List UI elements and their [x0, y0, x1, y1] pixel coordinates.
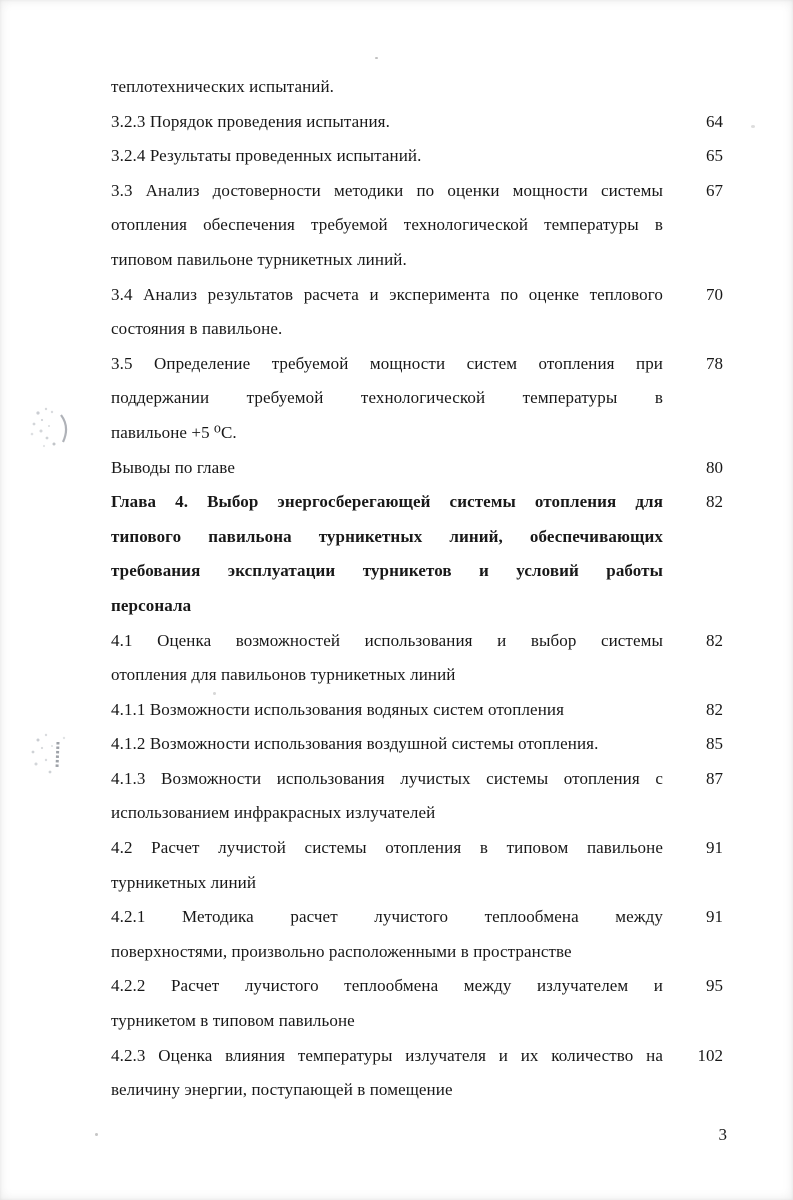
toc-line: поддержании требуемой технологической температуры в	[111, 388, 663, 408]
toc-entry-text	[111, 451, 663, 486]
toc-entry	[111, 278, 723, 347]
toc-entry-page-number: 85	[706, 734, 723, 754]
margin-smudge	[22, 726, 78, 786]
toc-line: величину энергии, поступающей в помещение	[111, 1080, 453, 1100]
toc-entry-text	[111, 70, 663, 105]
toc-entry	[111, 347, 723, 451]
toc-entry-page-number: 67	[706, 180, 723, 200]
toc-line: типового павильона турникетных линий, обеспечивающих	[111, 526, 663, 546]
toc-entry	[111, 727, 723, 762]
toc-line: турникетом в типовом павильоне	[111, 1011, 355, 1031]
toc-line: 3.3 Анализ достоверности методики по оценки мощности системы	[111, 180, 663, 200]
toc-line: использованием инфракрасных излучателей	[111, 803, 436, 823]
toc-line: 4.2.2 Расчет лучистого теплообмена между излучателем и	[111, 976, 663, 996]
toc-line: отопления обеспечения требуемой технологической температуры в	[111, 215, 663, 235]
toc-entry-page-number: 91	[706, 907, 723, 927]
toc-entry-page-number: 102	[697, 1045, 723, 1065]
toc-entry	[111, 105, 723, 140]
toc-line: персонала	[111, 595, 192, 615]
toc-line: павильоне +5 ⁰С.	[111, 422, 237, 442]
toc-line: 4.1.2 Возможности использования воздушной системы отопления.	[111, 734, 599, 754]
toc-entry-text	[111, 1039, 663, 1108]
toc-entry	[111, 70, 723, 105]
toc-line: требования эксплуатации турникетов и условий работы	[111, 561, 663, 581]
toc-entry-page-number: 70	[706, 284, 723, 304]
toc-entry	[111, 831, 723, 900]
toc-entry-text	[111, 485, 663, 623]
toc-line: отопления для павильонов турникетных линий	[111, 665, 456, 685]
toc-entry-text	[111, 727, 663, 762]
page-number: 3	[718, 1125, 727, 1144]
toc-entry-text	[111, 900, 663, 969]
toc-entry	[111, 762, 723, 831]
toc-entry	[111, 1039, 723, 1108]
toc-entry	[111, 969, 723, 1038]
toc-entry-page-number: 95	[706, 976, 723, 996]
toc-line: 3.5 Определение требуемой мощности систем отопления при	[111, 353, 663, 373]
toc-entry-page-number: 87	[706, 768, 723, 788]
toc-entry-page-number: 64	[706, 111, 723, 131]
toc-entry-page-number: 82	[706, 699, 723, 719]
table-of-contents	[111, 70, 723, 1108]
toc-line: 3.2.3 Порядок проведения испытания.	[111, 111, 390, 131]
toc-entry-text	[111, 831, 663, 900]
toc-line: 4.1.1 Возможности использования водяных систем отопления	[111, 699, 565, 719]
toc-entry	[111, 693, 723, 728]
toc-line: 3.4 Анализ результатов расчета и эксперимента по оценке теплового	[111, 284, 663, 304]
toc-entry-text	[111, 139, 663, 174]
toc-entry-text	[111, 969, 663, 1038]
toc-line: состояния в павильоне.	[111, 319, 283, 339]
toc-line: 4.2 Расчет лучистой системы отопления в типовом павильоне	[111, 838, 663, 858]
toc-entry-page-number: 82	[706, 492, 723, 512]
toc-line: Глава 4. Выбор энергосберегающей системы отопления для	[111, 492, 663, 512]
scan-speck	[751, 125, 755, 128]
toc-entry	[111, 139, 723, 174]
toc-entry-text	[111, 624, 663, 693]
toc-line: 4.1.3 Возможности использования лучистых системы отопления с	[111, 768, 663, 788]
margin-smudge	[24, 402, 78, 460]
scan-speck	[375, 57, 378, 59]
toc-entry-page-number: 82	[706, 630, 723, 650]
toc-entry-text	[111, 762, 663, 831]
toc-entry-text	[111, 105, 663, 140]
toc-line: теплотехнических испытаний.	[111, 77, 335, 96]
toc-entry	[111, 174, 723, 278]
toc-line: 4.1 Оценка возможностей использования и выбор системы	[111, 630, 663, 650]
toc-line: турникетных линий	[111, 872, 257, 892]
toc-entry-page-number: 80	[706, 457, 723, 477]
toc-line: типовом павильоне турникетных линий.	[111, 249, 407, 269]
toc-line: 4.2.3 Оценка влияния температуры излучателя и их количество на	[111, 1045, 663, 1065]
toc-entry-text	[111, 347, 663, 451]
scan-speck	[95, 1133, 98, 1136]
toc-entry	[111, 624, 723, 693]
toc-line: Выводы по главе	[111, 457, 235, 477]
toc-line: 4.2.1 Методика расчет лучистого теплообмена между	[111, 907, 663, 927]
toc-line: поверхностями, произвольно расположенными в пространстве	[111, 941, 572, 961]
toc-entry-text	[111, 174, 663, 278]
toc-line: 3.2.4 Результаты проведенных испытаний.	[111, 146, 422, 166]
toc-entry-page-number: 65	[706, 146, 723, 166]
toc-entry	[111, 900, 723, 969]
toc-entry-page-number: 91	[706, 838, 723, 858]
toc-entry	[111, 485, 723, 623]
toc-entry-text	[111, 693, 663, 728]
toc-entry-text	[111, 278, 663, 347]
toc-entry	[111, 451, 723, 486]
toc-entry-page-number: 78	[706, 353, 723, 373]
